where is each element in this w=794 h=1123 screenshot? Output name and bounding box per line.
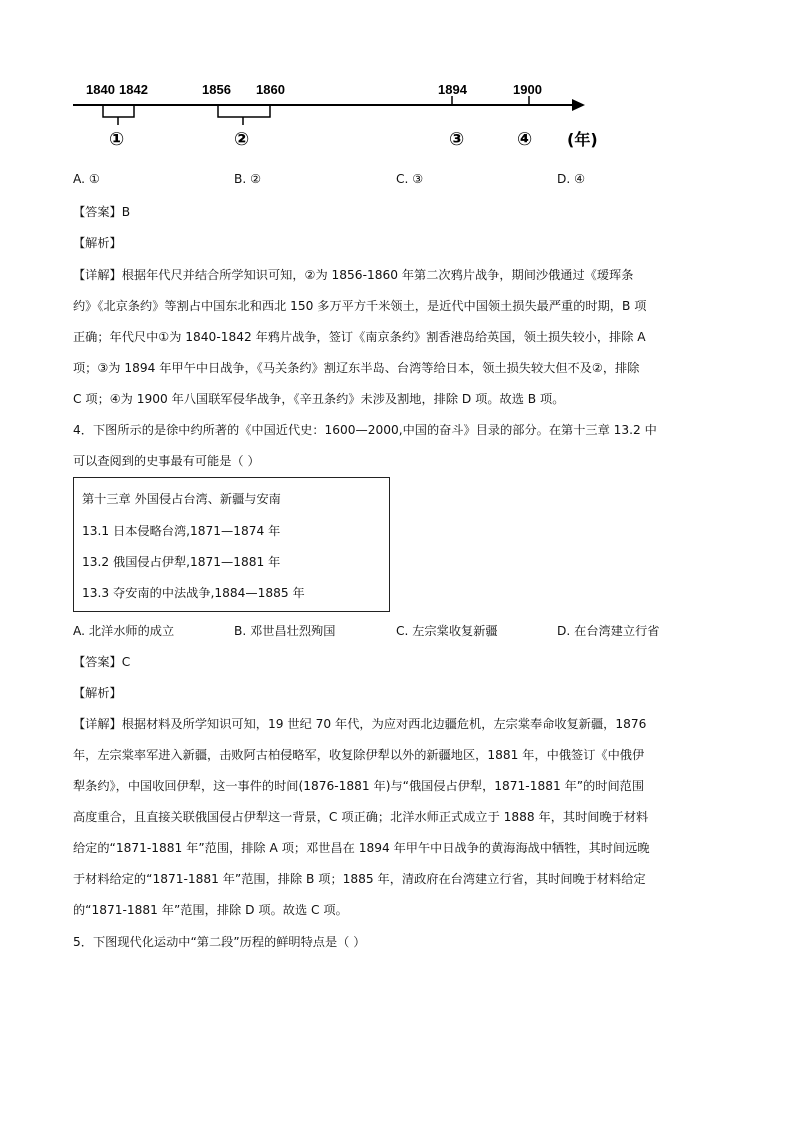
q4-option-b: B. 邓世昌壮烈殉国 <box>234 624 336 638</box>
timeline-diagram <box>0 70 794 160</box>
material-section: 13.2 俄国侵占伊犁,1871—1881 年 <box>82 555 281 569</box>
year-label: 1842 <box>119 82 148 97</box>
year-label: 1894 <box>438 82 467 97</box>
q4-detail-line: 给定的“1871-1881 年”范围，排除 A 项；邓世昌在 1894 年甲午中日战争的黄海海战中牺牲，其时间远晚 <box>73 841 650 855</box>
q4-stem-line: 4．下图所示的是徐中约所著的《中国近代史：1600—2000,中国的奋斗》目录的部分。在第十三章 13.2 中 <box>73 423 657 437</box>
marker-1: ① <box>109 129 125 150</box>
q3-analysis-heading: 【解析】 <box>73 236 122 250</box>
q3-option-b: B. ② <box>234 172 262 186</box>
q4-detail-line: 年，左宗棠率军进入新疆，击败阿古柏侵略军，收复除伊犁以外的新疆地区，1881 年，中俄签订《中俄伊 <box>73 748 645 762</box>
timeline-arrow <box>572 99 585 111</box>
year-label: 1856 <box>202 82 231 97</box>
marker-2: ② <box>234 129 250 150</box>
year-label: 1840 <box>86 82 115 97</box>
q4-option-d: D. 在台湾建立行省 <box>557 624 660 638</box>
q3-option-d: D. ④ <box>557 172 586 186</box>
q4-answer: 【答案】C <box>73 655 131 669</box>
q3-answer: 【答案】B <box>73 205 131 219</box>
q3-detail-line: C 项；④为 1900 年八国联军侵华战争，《辛丑条约》未涉及割地，排除 D 项。故选 B 项。 <box>73 392 565 406</box>
q4-detail-line: 的“1871-1881 年”范围，排除 D 项。故选 C 项。 <box>73 903 348 917</box>
unit-label: (年) <box>567 130 598 149</box>
bracket-1 <box>103 111 134 125</box>
q3-option-a: A. ① <box>73 172 100 186</box>
q5-stem: 5．下图现代化运动中“第二段”历程的鲜明特点是（ ） <box>73 935 366 949</box>
material-section: 13.3 夺安南的中法战争,1884—1885 年 <box>82 586 305 600</box>
marker-3: ③ <box>449 129 465 150</box>
q4-detail-line: 于材料给定的“1871-1881 年”范围，排除 B 项；1885 年，清政府在台湾建立行省，其时间晚于材料给定 <box>73 872 646 886</box>
q4-stem-line: 可以查阅到的史事最有可能是（ ） <box>73 454 260 468</box>
bracket-2 <box>218 111 270 125</box>
q4-option-a: A. 北洋水师的成立 <box>73 624 175 638</box>
q4-detail-line: 【详解】根据材料及所学知识可知，19 世纪 70 年代，为应对西北边疆危机，左宗棠奉命收复新疆，1876 <box>73 717 647 731</box>
q3-detail-line: 【详解】根据年代尺并结合所学知识可知，②为 1856-1860 年第二次鸦片战争，期间沙俄通过《瑷珲条 <box>73 268 634 282</box>
material-chapter-title: 第十三章 外国侵占台湾、新疆与安南 <box>82 492 281 506</box>
q4-material-box <box>73 477 390 612</box>
q4-analysis-heading: 【解析】 <box>73 686 122 700</box>
q3-option-c: C. ③ <box>396 172 424 186</box>
q3-detail-line: 项；③为 1894 年甲午中日战争，《马关条约》割辽东半岛、台湾等给日本，领土损失较大但不及②，排除 <box>73 361 640 375</box>
q3-detail-line: 正确；年代尺中①为 1840-1842 年鸦片战争，签订《南京条约》割香港岛给英国，领土损失较小，排除 A <box>73 330 646 344</box>
year-label: 1900 <box>513 82 542 97</box>
q4-option-c: C. 左宗棠收复新疆 <box>396 624 498 638</box>
year-label: 1860 <box>256 82 285 97</box>
q4-detail-line: 高度重合，且直接关联俄国侵占伊犁这一背景，C 项正确；北洋水师正式成立于 1888 年，其时间晚于材料 <box>73 810 649 824</box>
q3-detail-line: 约》《北京条约》等割占中国东北和西北 150 多万平方千米领土，是近代中国领土损失最严重的时期，B 项 <box>73 299 647 313</box>
marker-4: ④ <box>517 129 533 150</box>
material-section: 13.1 日本侵略台湾,1871—1874 年 <box>82 524 281 538</box>
q4-detail-line: 犁条约》，中国收回伊犁，这一事件的时间(1876-1881 年)与“俄国侵占伊犁，1871-1881 年”的时间范围 <box>73 779 645 793</box>
